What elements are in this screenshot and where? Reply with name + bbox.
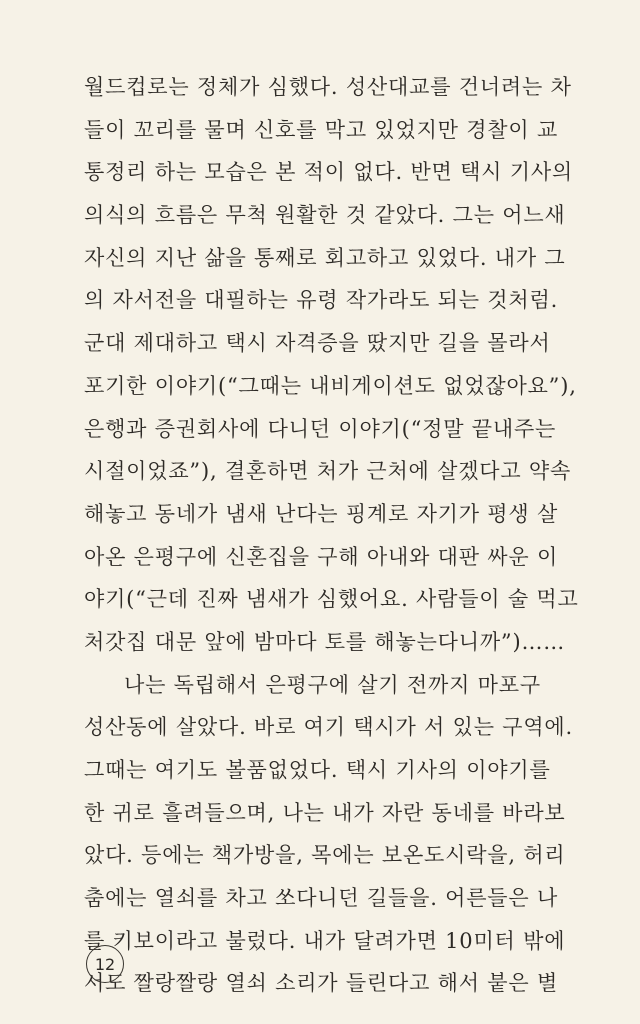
- text-line: 월드컵로는 정체가 심했다. 성산대교를 건너려는 차: [84, 75, 572, 99]
- text-line: 처갓집 대문 앞에 밤마다 토를 해놓는다니까”)……: [84, 629, 566, 654]
- text-line: 시절이었죠”), 결혼하면 처가 근처에 살겠다고 약속: [84, 459, 572, 484]
- text-line: 았다. 등에는 책가방을, 목에는 보온도시락을, 허리: [84, 843, 566, 868]
- text-line: 성산동에 살았다. 바로 여기 택시가 서 있는 구역에.: [84, 715, 573, 740]
- text-line: 은행과 증권회사에 다니던 이야기(“정말 끝내주는: [84, 416, 557, 441]
- page-number: 12: [86, 945, 124, 983]
- body-text: [84, 66, 584, 1005]
- text-line: 해놓고 동네가 냄새 난다는 핑계로 자기가 평생 살: [84, 501, 559, 526]
- text-line: 자신의 지난 삶을 통째로 회고하고 있었다. 내가 그: [84, 245, 566, 270]
- text-line: 포기한 이야기(“그때는 내비게이션도 없었잖아요”),: [84, 373, 577, 398]
- text-line: 야기(“근데 진짜 냄새가 심했어요. 사람들이 술 먹고: [84, 587, 579, 612]
- text-line: 춤에는 열쇠를 차고 쏘다니던 길들을. 어른들은 나: [84, 886, 559, 911]
- text-line: 그때는 여기도 볼품없었다. 택시 기사의 이야기를: [84, 758, 551, 782]
- text-line: 서도 짤랑짤랑 열쇠 소리가 들린다고 해서 붙은 별: [84, 971, 559, 996]
- text-line: 의식의 흐름은 무척 원활한 것 같았다. 그는 어느새: [84, 203, 566, 228]
- text-line: 통정리 하는 모습은 본 적이 없다. 반면 택시 기사의: [84, 160, 573, 185]
- text-line: 아온 은평구에 신혼집을 구해 아내와 대판 싸운 이: [84, 544, 559, 569]
- text-line: 한 귀로 흘려들으며, 나는 내가 자란 동네를 바라보: [84, 800, 566, 825]
- text-line: 를 키보이라고 불렀다. 내가 달려가면 10미터 밖에: [84, 928, 566, 953]
- text-line: 들이 꼬리를 물며 신호를 막고 있었지만 경찰이 교: [84, 117, 559, 142]
- text-line: 의 자서전을 대필하는 유령 작가라도 되는 것처럼.: [84, 288, 559, 313]
- text-line: 군대 제대하고 택시 자격증을 땄지만 길을 몰라서: [84, 331, 551, 356]
- paragraph-start-line: 나는 독립해서 은평구에 살기 전까지 마포구: [124, 672, 541, 697]
